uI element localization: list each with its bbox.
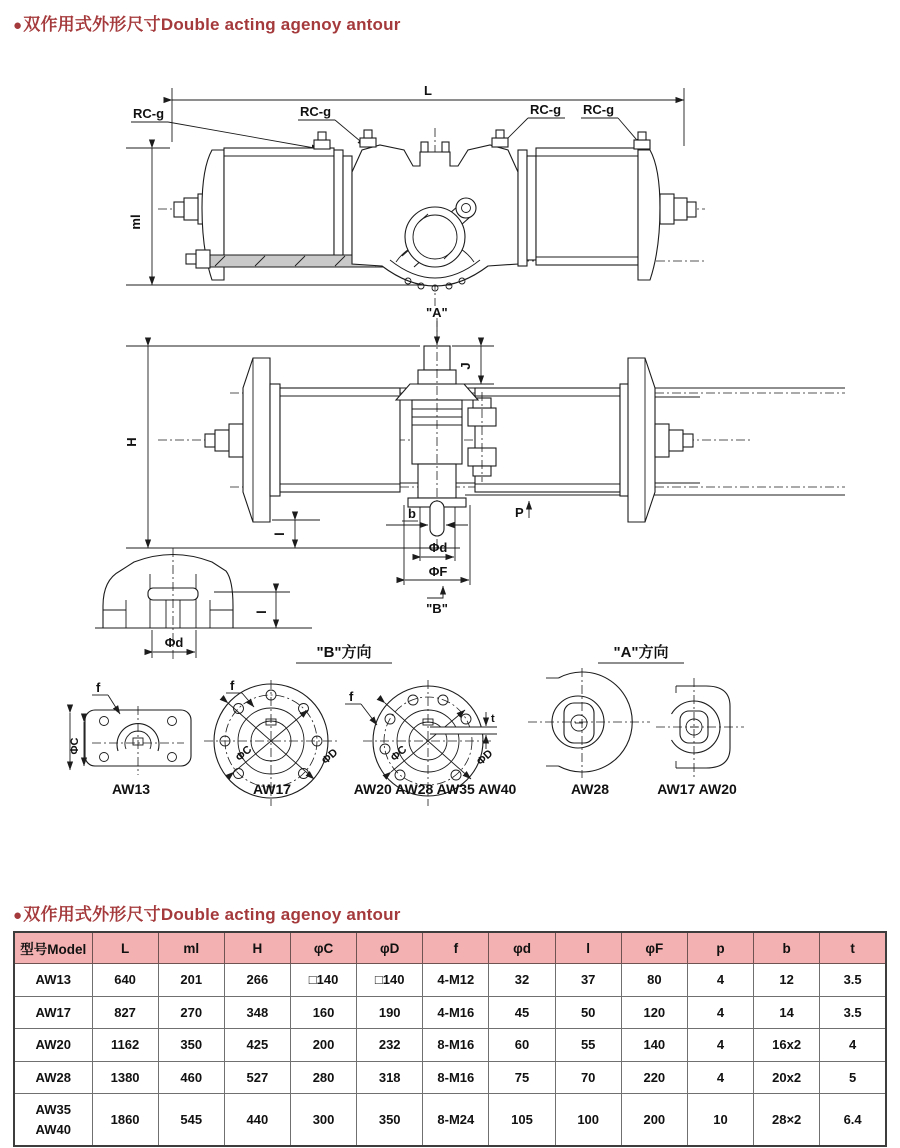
dim-f-label: f — [349, 689, 354, 704]
value-cell: 4-M16 — [423, 996, 489, 1029]
column-header: l — [555, 932, 621, 964]
value-cell: 4 — [687, 996, 753, 1029]
dim-l-label: l — [254, 610, 269, 614]
value-cell: 4-M12 — [423, 964, 489, 997]
value-cell: 16x2 — [754, 1029, 820, 1062]
value-cell: 348 — [224, 996, 290, 1029]
bullet-icon: ● — [13, 17, 23, 34]
value-cell: 232 — [357, 1029, 423, 1062]
value-cell: 640 — [92, 964, 158, 997]
value-cell: 6.4 — [820, 1094, 886, 1147]
detail-view-aw28 — [528, 668, 650, 797]
column-header: t — [820, 932, 886, 964]
value-cell: 1380 — [92, 1061, 158, 1094]
detail-caption: AW28 — [570, 781, 610, 797]
dim-f-label: f — [230, 678, 235, 693]
table-row — [14, 964, 886, 997]
dim-f-label: f — [96, 680, 101, 695]
view-a-pointer-label: "A" — [426, 305, 448, 320]
value-cell: 14 — [754, 996, 820, 1029]
value-cell: 5 — [820, 1061, 886, 1094]
value-cell: 200 — [621, 1094, 687, 1147]
rc-g-label: RC-g — [583, 102, 615, 117]
value-cell: 28×2 — [754, 1094, 820, 1147]
value-cell: 201 — [158, 964, 224, 997]
value-cell: 220 — [621, 1061, 687, 1094]
dim-l-label: l — [272, 532, 287, 536]
value-cell: 45 — [489, 996, 555, 1029]
value-cell: □140 — [357, 964, 423, 997]
value-cell: 8-M16 — [423, 1029, 489, 1062]
dim-phi-D-label: ΦD — [319, 746, 341, 767]
dim-phi-D-label: ΦD — [474, 747, 496, 768]
side-view-drawing — [126, 83, 705, 306]
detail-caption: AW20 AW28 AW35 AW40 — [353, 781, 517, 797]
value-cell: 100 — [555, 1094, 621, 1147]
value-cell: □140 — [290, 964, 356, 997]
dim-H-label: H — [124, 437, 139, 447]
model-cell: AW20 — [14, 1029, 92, 1062]
column-header: p — [687, 932, 753, 964]
value-cell: 55 — [555, 1029, 621, 1062]
column-header: φD — [357, 932, 423, 964]
value-cell: 50 — [555, 996, 621, 1029]
value-cell: 300 — [290, 1094, 356, 1147]
direction-a-heading: "A"方向 — [613, 644, 669, 661]
dimensions-table — [13, 931, 887, 1147]
column-header: φF — [621, 932, 687, 964]
value-cell: 75 — [489, 1061, 555, 1094]
value-cell: 60 — [489, 1029, 555, 1062]
model-cell: AW13 — [14, 964, 92, 997]
column-header: f — [423, 932, 489, 964]
value-cell: 200 — [290, 1029, 356, 1062]
value-cell: 37 — [555, 964, 621, 997]
top-view-drawing — [124, 318, 845, 616]
value-cell: 8-M16 — [423, 1061, 489, 1094]
dim-phi-C-label: ΦC — [388, 743, 410, 764]
value-cell: 350 — [357, 1094, 423, 1147]
value-cell: 10 — [687, 1094, 753, 1147]
section-title-en: Double acting agenoy antour — [160, 15, 401, 34]
value-cell: 1860 — [92, 1094, 158, 1147]
section-title-bottom — [13, 900, 401, 925]
value-cell: 827 — [92, 996, 158, 1029]
dim-phi-F-label: ΦF — [428, 564, 448, 579]
detail-view-aw17-aw20 — [656, 678, 744, 797]
value-cell: 140 — [621, 1029, 687, 1062]
value-cell: 4 — [820, 1029, 886, 1062]
value-cell: 425 — [224, 1029, 290, 1062]
column-header: H — [224, 932, 290, 964]
dim-P-label: P — [515, 505, 524, 520]
value-cell: 4 — [687, 1029, 753, 1062]
table-row — [14, 1029, 886, 1062]
value-cell: 32 — [489, 964, 555, 997]
model-cell: AW17 — [14, 996, 92, 1029]
detail-view-aw17 — [204, 678, 340, 806]
section-title-zh: 双作用式外形尺寸 — [23, 15, 161, 34]
value-cell: 350 — [158, 1029, 224, 1062]
column-header: b — [754, 932, 820, 964]
value-cell: 460 — [158, 1061, 224, 1094]
view-b-pointer-label: "B" — [426, 601, 448, 616]
value-cell: 4 — [687, 1061, 753, 1094]
column-header: φd — [489, 932, 555, 964]
value-cell: 280 — [290, 1061, 356, 1094]
value-cell: 160 — [290, 996, 356, 1029]
value-cell: 527 — [224, 1061, 290, 1094]
column-header: 型号Model — [14, 932, 92, 964]
value-cell: 70 — [555, 1061, 621, 1094]
value-cell: 1162 — [92, 1029, 158, 1062]
section-title-en: Double acting agenoy antour — [160, 905, 401, 924]
value-cell: 440 — [224, 1094, 290, 1147]
dim-b-label: b — [408, 506, 416, 521]
rc-g-label: RC-g — [530, 102, 562, 117]
value-cell: 318 — [357, 1061, 423, 1094]
value-cell: 20x2 — [754, 1061, 820, 1094]
value-cell: 8-M24 — [423, 1094, 489, 1147]
value-cell: 545 — [158, 1094, 224, 1147]
table-row — [14, 996, 886, 1029]
dim-phi-C-label: ΦC — [233, 743, 255, 764]
column-header: L — [92, 932, 158, 964]
dim-phi-d-label: Φd — [164, 635, 184, 650]
detail-caption: AW17 — [252, 781, 292, 797]
table-row — [14, 1061, 886, 1094]
detail-caption: AW13 — [111, 781, 151, 797]
section-title-zh: 双作用式外形尺寸 — [23, 905, 161, 924]
value-cell: 4 — [687, 964, 753, 997]
rc-g-label: RC-g — [300, 104, 332, 119]
value-cell: 12 — [754, 964, 820, 997]
value-cell: 105 — [489, 1094, 555, 1147]
dim-L-label: L — [424, 83, 432, 98]
dim-t-label: t — [491, 713, 495, 725]
rc-g-label: RC-g — [133, 106, 165, 121]
value-cell: 3.5 — [820, 996, 886, 1029]
column-header: φC — [290, 932, 356, 964]
dim-phi-C-label: ΦC — [69, 737, 81, 755]
direction-b-heading: "B"方向 — [316, 644, 372, 661]
value-cell: 266 — [224, 964, 290, 997]
value-cell: 120 — [621, 996, 687, 1029]
detail-view-aw13 — [69, 680, 191, 797]
value-cell: 190 — [357, 996, 423, 1029]
bullet-icon: ● — [13, 907, 23, 924]
value-cell: 270 — [158, 996, 224, 1029]
value-cell: 80 — [621, 964, 687, 997]
dome-side-view — [95, 548, 312, 660]
detail-caption: AW17 AW20 — [657, 781, 737, 797]
table-row — [14, 1094, 886, 1147]
model-cell: AW35 AW40 — [14, 1094, 92, 1147]
dim-J-label: J — [458, 362, 473, 370]
detail-view-aw20-group — [345, 680, 517, 806]
dim-phi-d-label: Φd — [428, 540, 448, 555]
model-cell: AW28 — [14, 1061, 92, 1094]
dim-ml-label: ml — [128, 214, 143, 230]
value-cell: 3.5 — [820, 964, 886, 997]
column-header: ml — [158, 932, 224, 964]
